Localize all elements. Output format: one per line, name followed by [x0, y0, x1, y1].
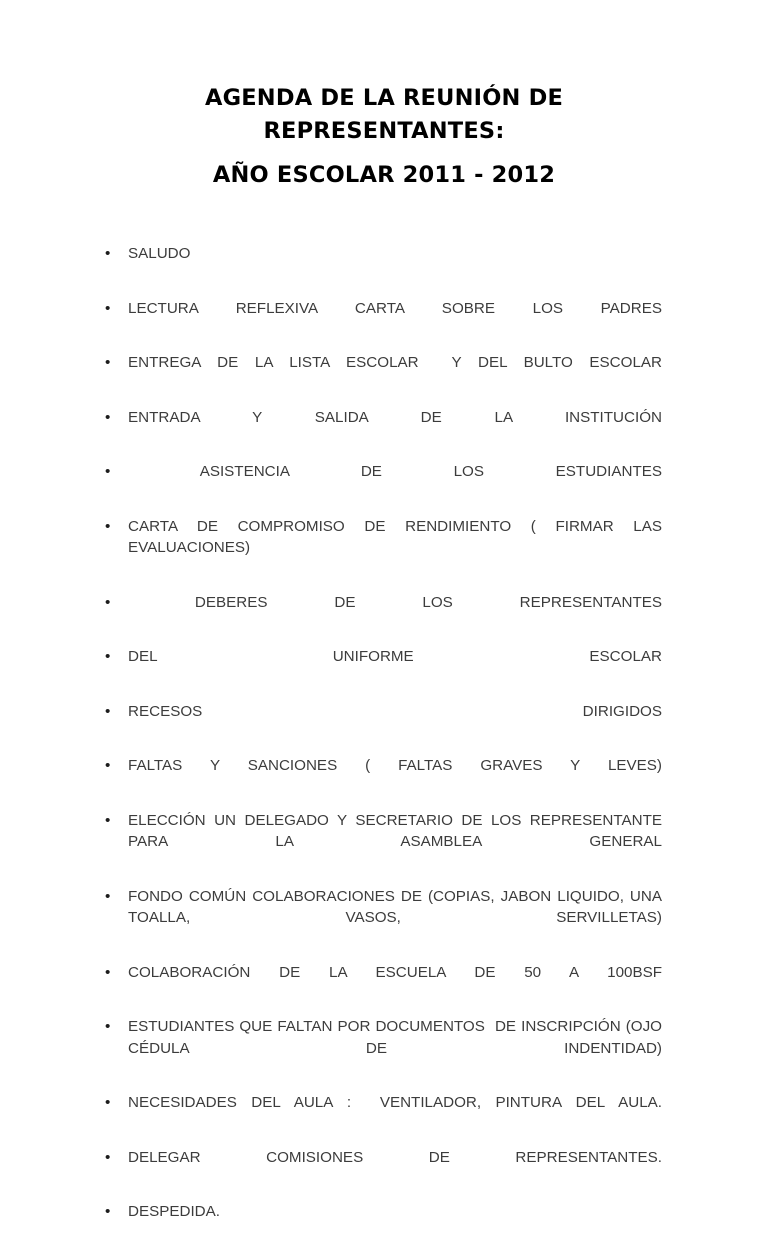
- bullet-icon: [105, 886, 115, 908]
- list-item: [0, 1016, 768, 1081]
- list-item: [0, 646, 768, 689]
- bullet-icon: [105, 407, 115, 429]
- list-item-label: DELEGAR COMISIONES DE REPRESENTANTES.: [128, 1148, 662, 1166]
- list-item-label: FONDO COMÚN COLABORACIONES DE (COPIAS, JABON LIQUIDO, UNA TOALLA, VASOS, SERVILLETAS): [128, 887, 666, 926]
- bullet-icon: [105, 298, 115, 320]
- list-item-label: LECTURA REFLEXIVA CARTA SOBRE LOS PADRES: [128, 299, 662, 317]
- bullet-icon: [105, 701, 115, 723]
- list-item: [0, 886, 768, 951]
- bullet-icon: [105, 243, 115, 265]
- bullet-icon: [105, 755, 115, 777]
- title-line-1: AGENDA DE LA REUNIÓN DE: [204, 85, 564, 111]
- bullet-icon: [105, 1016, 115, 1038]
- list-item-label: RECESOS DIRIGIDOS: [128, 702, 662, 720]
- bullet-icon: [105, 1147, 115, 1169]
- list-item-label: ASISTENCIA DE LOS ESTUDIANTES: [128, 463, 662, 480]
- list-item: [0, 810, 768, 875]
- title-line-3: AÑO ESCOLAR 2011 - 2012: [212, 162, 556, 188]
- list-item-label: DEBERES DE LOS REPRESENTANTES: [128, 593, 662, 611]
- list-item-label: ESTUDIANTES QUE FALTAN POR DOCUMENTOS DE INSCRIPCIÓN (OJO CÉDULA DE INDENTIDAD): [128, 1018, 667, 1057]
- bullet-icon: [105, 1201, 115, 1223]
- list-item: [0, 1092, 768, 1135]
- bullet-icon: [105, 352, 115, 374]
- list-item: [0, 592, 768, 635]
- agenda-list: [0, 243, 768, 1256]
- bullet-icon: [105, 646, 115, 668]
- list-item-label: ENTREGA DE LA LISTA ESCOLAR Y DEL BULTO ESCOLAR: [128, 354, 662, 371]
- list-item: [0, 701, 768, 744]
- list-item-label: DEL UNIFORME ESCOLAR: [128, 648, 662, 665]
- list-item: [0, 407, 768, 450]
- list-item-label: DESPEDIDA.: [128, 1203, 220, 1220]
- list-item: [0, 243, 768, 286]
- list-item-label: ENTRADA Y SALIDA DE LA INSTITUCIÓN: [128, 408, 662, 426]
- list-item: [0, 352, 768, 395]
- list-item-label: ELECCIÓN UN DELEGADO Y SECRETARIO DE LOS REPRESENTANTE PARA LA ASAMBLEA GENERAL: [128, 811, 667, 850]
- list-item-label: NECESIDADES DEL AULA : VENTILADOR, PINTURA DEL AULA.: [128, 1094, 662, 1111]
- bullet-icon: [105, 461, 115, 483]
- list-item: [0, 298, 768, 341]
- list-item: [0, 755, 768, 798]
- bullet-icon: [105, 962, 115, 984]
- list-item-label: FALTAS Y SANCIONES ( FALTAS GRAVES Y LEVES): [128, 757, 662, 774]
- page-title: [104, 82, 664, 192]
- list-item: [0, 516, 768, 581]
- list-item: [0, 1147, 768, 1190]
- list-item-label: CARTA DE COMPROMISO DE RENDIMIENTO ( FIRMAR LAS EVALUACIONES): [128, 517, 667, 556]
- list-item-label: SALUDO: [128, 245, 191, 262]
- list-item-label: COLABORACIÓN DE LA ESCUELA DE 50 A 100BSF: [128, 963, 662, 981]
- bullet-icon: [105, 592, 115, 614]
- bullet-icon: [105, 516, 115, 538]
- list-item: [0, 461, 768, 504]
- bullet-icon: [105, 810, 115, 832]
- list-item: [0, 1201, 768, 1244]
- title-line-2: REPRESENTANTES:: [263, 118, 505, 144]
- list-item: [0, 962, 768, 1005]
- bullet-icon: [105, 1092, 115, 1114]
